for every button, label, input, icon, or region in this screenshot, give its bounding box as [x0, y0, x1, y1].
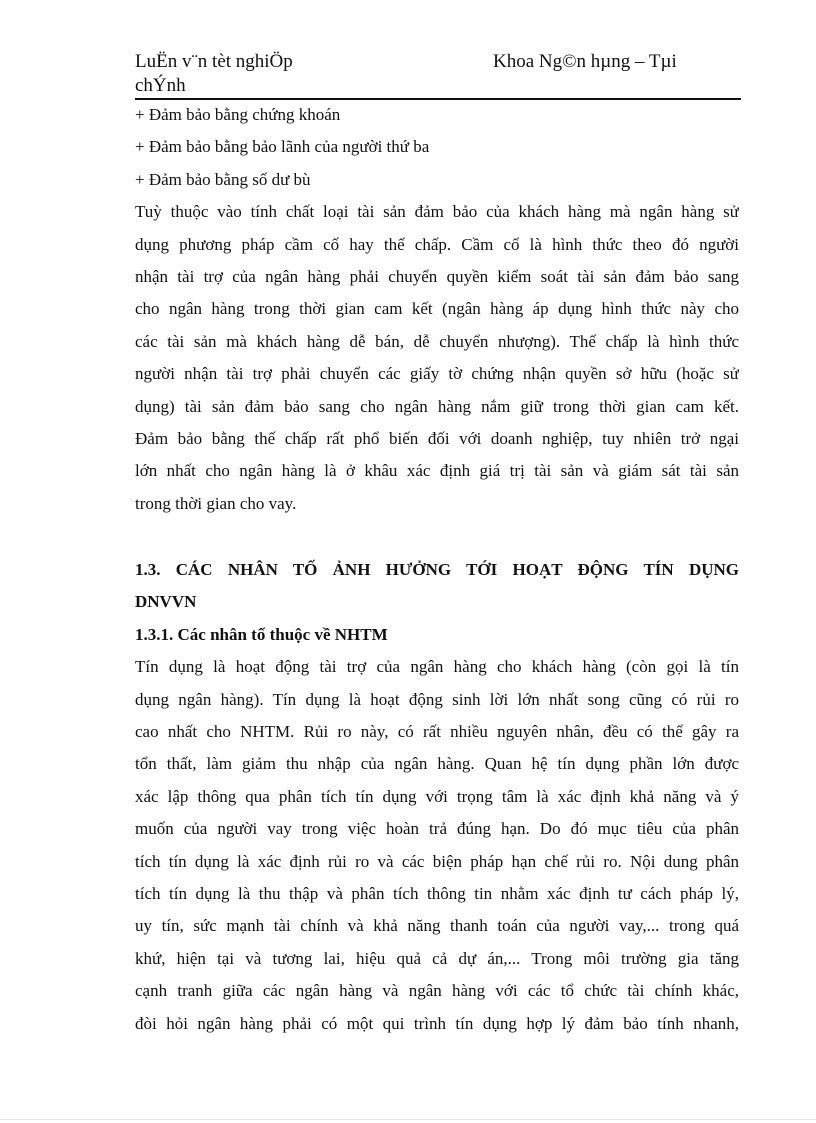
paragraph-credit-factors: [135, 651, 739, 1040]
paragraph-line: cạnh tranh giữa các ngân hàng và ngân hàng với các tổ chức tài chính khác,: [135, 981, 739, 1001]
page-header: [135, 50, 741, 100]
section-heading: [135, 554, 739, 619]
paragraph-line: nhận tài trợ của ngân hàng phải chuyển quyền kiểm soát tài sản đảm bảo sang: [135, 266, 739, 286]
bullet-list: [135, 99, 739, 196]
paragraph-line: tích tín dụng là xác định rủi ro và các biện pháp hạn chế rủi ro. Nội dung phân: [135, 851, 739, 871]
paragraph-line: người nhận tài trợ phải chuyển các giấy tờ chứng nhận quyền sở hữu (hoặc sử: [135, 364, 739, 384]
paragraph-line: dụng ngân hàng). Tín dụng là hoạt động sinh lời lớn nhất song cũng có rủi ro: [135, 689, 739, 709]
paragraph-line: uy tín, sức mạnh tài chính và khả năng thanh toán của người vay,... trong quá: [135, 916, 739, 936]
paragraph-line: Tuỳ thuộc vào tính chất loại tài sản đảm bảo của khách hàng mà ngân hàng sử: [135, 202, 739, 222]
header-left-line-1: LuËn v¨n tèt nghiÖp: [135, 51, 293, 72]
paragraph-line: cao nhất cho NHTM. Rủi ro này, có rất nhiều nguyên nhân, đều có thể gây ra: [135, 722, 739, 742]
page-bottom-edge: [0, 1119, 816, 1120]
paragraph-line: các tài sản mà khách hàng dễ bán, dễ chuyển nhượng). Thế chấp là hình thức: [135, 331, 739, 351]
paragraph-line: dụng) tài sản đảm bảo sang cho ngân hàng nắm giữ trong thời gian cam kết.: [135, 396, 739, 416]
section-heading-line-2: DNVVN: [135, 592, 197, 612]
header-left-title: [135, 50, 375, 98]
paragraph-line: khứ, hiện tại và tương lai, hiệu quả cả dự án,... Trong môi trường gia tăng: [135, 948, 739, 968]
subsection-heading: 1.3.1. Các nhân tố thuộc về NHTM: [135, 624, 388, 644]
paragraph-line: muốn của người vay trong việc hoàn trả đúng hạn. Do đó mục tiêu của phân: [135, 819, 739, 839]
bullet-item: + Đảm bảo bằng chứng khoán: [135, 105, 341, 124]
header-right-title: Khoa Ng©n hµng – Tµi: [493, 51, 677, 72]
section-spacer: [135, 520, 739, 554]
header-left-line-2: chÝnh: [135, 75, 186, 96]
paragraph-line: tổn thất, làm giảm thu nhập của ngân hàng. Quan hệ tín dụng phần lớn được: [135, 754, 739, 774]
bullet-item: + Đảm bảo bằng bảo lãnh của người thứ ba: [135, 137, 430, 157]
paragraph-line: trong thời gian cho vay.: [135, 493, 297, 513]
paragraph-line: lớn nhất cho ngân hàng là ở khâu xác định giá trị tài sản và giám sát tài sản: [135, 461, 739, 481]
paragraph-line: Đảm bảo bằng thế chấp rất phổ biến đối với doanh nghiệp, tuy nhiên trở ngại: [135, 428, 739, 448]
bullet-item: + Đảm bảo bằng số dư bù: [135, 169, 311, 189]
paragraph-line: tích tín dụng là thu thập và phân tích thông tin nhằm xác định tư cách pháp lý,: [135, 883, 739, 903]
paragraph-line: Tín dụng là hoạt động tài trợ của ngân hàng cho khách hàng (còn gọi là tín: [135, 657, 739, 677]
paragraph-collateral-methods: [135, 196, 739, 520]
document-body: [135, 99, 739, 1040]
paragraph-line: đòi hỏi ngân hàng phải có một qui trình tín dụng hợp lý đảm bảo tính nhanh,: [135, 1013, 739, 1033]
paragraph-line: dụng phương pháp cầm cố hay thế chấp. Cầm cố là hình thức theo đó người: [135, 234, 739, 254]
paragraph-line: cho ngân hàng trong thời gian cam kết (ngân hàng áp dụng hình thức này cho: [135, 299, 739, 319]
section-heading-line-1: 1.3. CÁC NHÂN TỐ ẢNH HƯỞNG TỚI HOẠT ĐỘNG TÍN DỤNG: [135, 560, 739, 580]
paragraph-line: xác lập thông qua phân tích tín dụng với trọng tâm là xác định khả năng và ý: [135, 786, 739, 806]
